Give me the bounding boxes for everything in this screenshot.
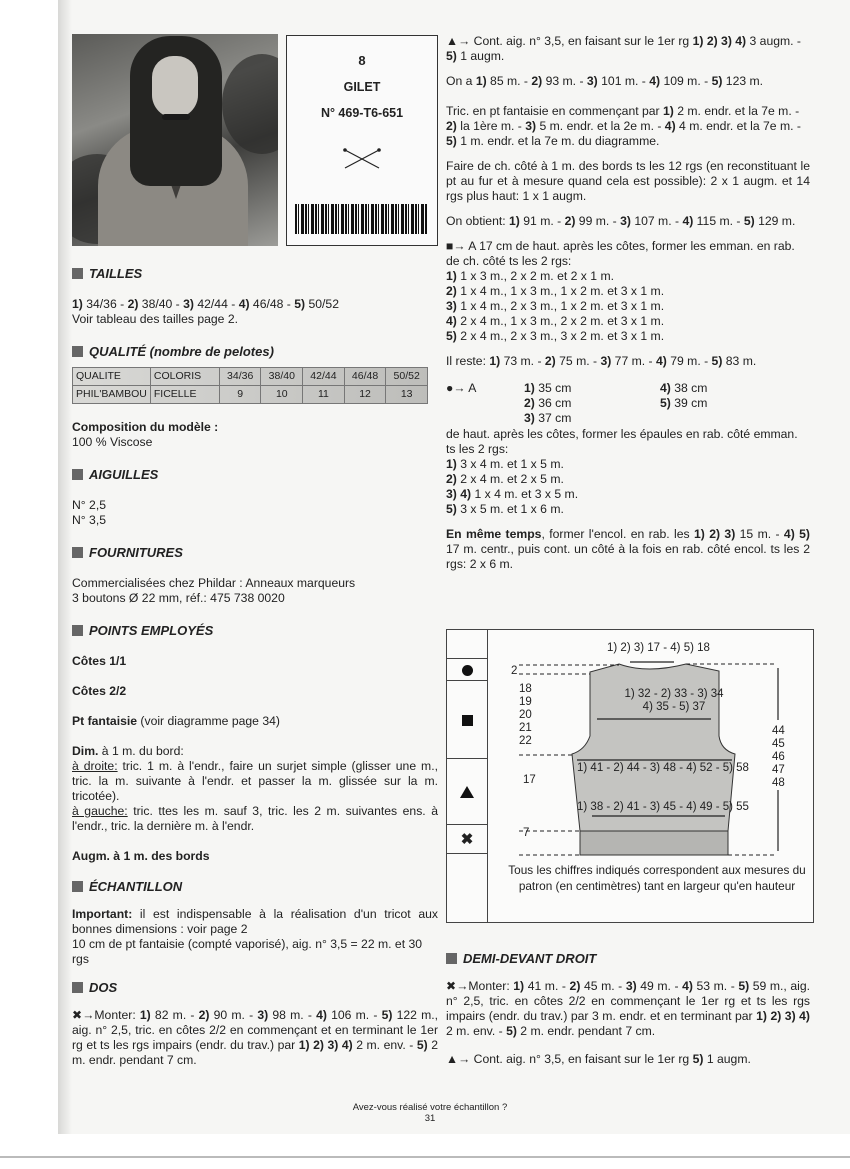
section-heading-aiguilles: AIGUILLES bbox=[72, 467, 438, 482]
text-segment: 2 m. env. - bbox=[352, 1038, 417, 1052]
table-cell: 11 bbox=[303, 386, 345, 404]
table-cell: 12 bbox=[344, 386, 386, 404]
needle-size: N° 2,5 bbox=[72, 498, 107, 512]
cross-icon: ✖ bbox=[447, 824, 487, 854]
size-marker: 5) bbox=[743, 214, 755, 228]
size-marker: 2) bbox=[198, 1008, 210, 1022]
table-cell: 50/52 bbox=[386, 368, 428, 386]
composition-value: 100 % Viscose bbox=[72, 435, 153, 449]
increase-note: Augm. à 1 m. des bords bbox=[72, 849, 210, 863]
left-column bbox=[72, 266, 438, 1068]
pattern-reference: N° 469-T6-651 bbox=[320, 106, 404, 120]
table-cell: FICELLE bbox=[150, 386, 219, 404]
text-segment: Tric. en pt fantaisie en commençant par bbox=[446, 104, 663, 118]
text-segment: 99 m. - bbox=[575, 214, 621, 228]
text-segment: 109 m. - bbox=[660, 74, 712, 88]
armhole-height-labels bbox=[519, 683, 532, 748]
list-item: 3) 42/44 - bbox=[183, 297, 239, 311]
list-item: 5) 3 x 5 m. et 1 x 6 m. bbox=[446, 502, 564, 516]
text-segment: 59 m., aig. n° 2,5, tric. en côtes 2/2 en commençant le 1er rg et ts les rgs impairs (endr. du trav.) par 3 m. endr. et en terminant par bbox=[446, 979, 811, 1023]
square-bullet-icon bbox=[72, 625, 83, 636]
neck-width-label: 1) 2) 3) 17 - 4) 5) 18 bbox=[607, 642, 710, 654]
decrease-right: à droite: tric. 1 m. à l'endr., faire un surjet simple (glisser une m., tric. la m. suivante à l'endr. et passer la m. glissée sur la m. tricotée). bbox=[72, 759, 438, 803]
section-heading-dos: DOS bbox=[72, 980, 438, 995]
armhole-list bbox=[446, 269, 810, 344]
text-segment: 85 m. - bbox=[486, 74, 532, 88]
text-segment: 75 m. - bbox=[555, 354, 601, 368]
size-marker: 5) bbox=[416, 1038, 428, 1052]
page-footer bbox=[300, 1102, 560, 1124]
height-item: 5) 39 cm bbox=[660, 396, 708, 410]
size-marker: 2) bbox=[446, 119, 457, 133]
size-marker: 1) 2) 3) bbox=[694, 527, 736, 541]
demi-devant-section bbox=[446, 951, 810, 1067]
size-marker: 5) bbox=[692, 1052, 704, 1066]
size-marker: 4) bbox=[656, 354, 667, 368]
size-marker: 2) bbox=[531, 74, 543, 88]
scan-edge bbox=[0, 1156, 850, 1158]
size-marker: 5) bbox=[738, 979, 750, 993]
text-segment: 41 m. - bbox=[524, 979, 570, 993]
page-number: 31 bbox=[424, 1113, 436, 1124]
decrease-intro: Dim. à 1 m. du bord: bbox=[72, 744, 184, 758]
text-segment: 129 m. bbox=[754, 214, 796, 228]
list-item: 1) 1 x 3 m., 2 x 2 m. et 2 x 1 m. bbox=[446, 269, 614, 283]
text-segment: 2 m. endr. pendant 7 cm. bbox=[516, 1024, 656, 1038]
size-marker: 4) bbox=[682, 979, 693, 993]
size-marker: 1) 2) 3) 4) bbox=[298, 1038, 353, 1052]
text-segment: 93 m. - bbox=[542, 74, 587, 88]
size-marker: 3) bbox=[600, 354, 612, 368]
text-segment: 3 augm. - bbox=[746, 34, 801, 48]
front-continue bbox=[446, 1052, 810, 1067]
shoulder-heights bbox=[446, 381, 810, 427]
dos-cast-on bbox=[72, 1008, 438, 1068]
text-segment: 115 m. - bbox=[693, 214, 744, 228]
remaining-stitches bbox=[446, 354, 810, 369]
dimension-label: 47 bbox=[772, 764, 785, 776]
size-marker: 1) bbox=[139, 1008, 151, 1022]
dimension-label: 18 bbox=[519, 683, 532, 695]
shoulder-drop-label: 2 bbox=[511, 665, 518, 677]
text-segment: 73 m. - bbox=[500, 354, 545, 368]
rib-height-label: 7 bbox=[523, 827, 530, 839]
size-marker: 1) 2) 3) 4) bbox=[756, 1009, 810, 1023]
size-marker: 5) bbox=[381, 1008, 393, 1022]
stitch-cotes-2-2: Côtes 2/2 bbox=[72, 684, 127, 698]
section-heading-echantillon: ÉCHANTILLON bbox=[72, 879, 438, 894]
table-cell: 46/48 bbox=[344, 368, 386, 386]
text-segment: 91 m. - bbox=[519, 214, 565, 228]
decrease-left: à gauche: tric. ttes les m. sauf 3, tric. les 2 m. suivantes ens. à l'endr., tric. la dernière m. à l'endr. bbox=[72, 804, 438, 833]
section-heading-fournitures: FOURNITURES bbox=[72, 545, 438, 560]
text-segment: ▲→ Cont. aig. n° 3,5, en faisant sur le 1er rg bbox=[446, 1052, 693, 1066]
text-segment: ▲→ Cont. aig. n° 3,5, en faisant sur le 1er rg bbox=[446, 34, 693, 48]
size-marker: 1) bbox=[475, 74, 487, 88]
square-bullet-icon bbox=[72, 346, 83, 357]
list-item: 5) 2 x 4 m., 2 x 3 m., 3 x 2 m. et 3 x 1 m. bbox=[446, 329, 665, 343]
yarn-table-row bbox=[73, 386, 428, 404]
size-marker: 1) bbox=[489, 354, 501, 368]
side-height-label: 17 bbox=[523, 774, 536, 786]
size-marker: 4) bbox=[316, 1008, 327, 1022]
text-segment: 83 m. bbox=[722, 354, 757, 368]
diagram-caption: Tous les chiffres indiqués correspondent aux mesures du patron (en centimètres) tant en largeur qu'en hauteur bbox=[508, 863, 806, 893]
dimension-label: 20 bbox=[519, 709, 532, 721]
text-segment: 98 m. - bbox=[268, 1008, 317, 1022]
text-segment: 49 m. - bbox=[636, 979, 683, 993]
size-marker: 5) bbox=[711, 74, 723, 88]
text-segment: 15 m. - bbox=[735, 527, 784, 541]
yarn-table-header bbox=[73, 368, 428, 386]
text-segment: 1 augm. bbox=[456, 49, 505, 63]
dimension-label: 19 bbox=[519, 696, 532, 708]
dos-stitch-count bbox=[446, 74, 810, 89]
dimension-label: 46 bbox=[772, 751, 785, 763]
armhole-intro: ■→ A 17 cm de haut. après les côtes, former les emman. en rab. de ch. côté ts les 2 rgs: bbox=[446, 239, 795, 268]
size-marker: 3) bbox=[257, 1008, 269, 1022]
size-marker: 2) bbox=[544, 354, 556, 368]
text-segment: 45 m. - bbox=[580, 979, 626, 993]
list-item: 3) 4) 1 x 4 m. et 3 x 5 m. bbox=[446, 487, 579, 501]
section-heading-points: POINTS EMPLOYÉS bbox=[72, 623, 438, 638]
text-segment: 2 m. endr. pendant 7 cm. bbox=[72, 1038, 438, 1067]
shoulder-marker: ●→ A bbox=[446, 381, 477, 395]
stitch-fantaisie: Pt fantaisie (voir diagramme page 34) bbox=[72, 714, 280, 728]
dos-pattern-start bbox=[446, 104, 810, 149]
size-marker: 3) bbox=[620, 214, 631, 228]
table-cell: 34/36 bbox=[219, 368, 261, 386]
square-bullet-icon bbox=[72, 881, 83, 892]
text-segment: 90 m. - bbox=[209, 1008, 258, 1022]
model-photo bbox=[72, 34, 278, 246]
size-marker: 3) bbox=[525, 119, 537, 133]
size-marker: 3) bbox=[625, 979, 637, 993]
text-segment: 4 m. endr. et la 7e m. - bbox=[675, 119, 801, 133]
size-marker: En même temps bbox=[446, 527, 542, 541]
text-segment: , former l'encol. en rab. les bbox=[541, 527, 694, 541]
yarn-table bbox=[72, 367, 428, 404]
footer-question: Avez-vous réalisé votre échantillon ? bbox=[352, 1102, 508, 1113]
gauge-important: Important: il est indispensable à la réalisation d'un tricot aux bonnes dimensions : voir page 2 bbox=[72, 907, 438, 936]
square-bullet-icon bbox=[72, 547, 83, 558]
square-bullet-icon bbox=[72, 469, 83, 480]
neckline-instructions bbox=[446, 527, 810, 572]
size-marker: 4) bbox=[649, 74, 661, 88]
back-schematic bbox=[446, 629, 814, 923]
needle-size: N° 3,5 bbox=[72, 513, 107, 527]
sizes-line bbox=[72, 297, 438, 312]
garment-name: GILET bbox=[343, 80, 381, 94]
text-segment: 106 m. - bbox=[326, 1008, 382, 1022]
shoulder-width-label: 1) 32 - 2) 33 - 3) 34 4) 35 - 5) 37 bbox=[624, 688, 724, 713]
text-segment: On obtient: bbox=[446, 214, 510, 228]
bust-width-label: 1) 41 - 2) 44 - 3) 48 - 4) 52 - 5) 58 bbox=[577, 762, 749, 774]
size-marker: 1) bbox=[509, 214, 520, 228]
gauge-text: 10 cm de pt fantaisie (compté vaporisé), aig. n° 3,5 = 22 m. et 30 rgs bbox=[72, 937, 423, 966]
dos-continue bbox=[446, 34, 810, 64]
text-segment: 79 m. - bbox=[666, 354, 712, 368]
section-heading-tailles: TAILLES bbox=[72, 266, 438, 281]
barcode bbox=[295, 204, 427, 234]
list-item: 4) 46/48 - bbox=[238, 297, 295, 311]
sizes-note: Voir tableau des tailles page 2. bbox=[72, 312, 239, 326]
size-marker: 4) bbox=[682, 214, 694, 228]
list-item: 1) 34/36 - bbox=[72, 297, 128, 311]
size-marker: 2) bbox=[564, 214, 576, 228]
dos-total-stitches bbox=[446, 214, 810, 229]
text-segment: 123 m. bbox=[722, 74, 764, 88]
shoulder-list bbox=[446, 457, 810, 517]
dimension-label: 48 bbox=[772, 777, 785, 789]
model-necklace bbox=[162, 114, 190, 120]
dos-side-increases: Faire de ch. côté à 1 m. des bords ts les 12 rgs (en reconstituant le pt au fur et à mesure quand cela est possible): 2 x 1 augm. et 14 rgs plus haut: 1 x 1 augm. bbox=[446, 159, 810, 203]
square-bullet-icon bbox=[72, 268, 83, 279]
height-item: 4) 38 cm bbox=[660, 381, 708, 395]
list-item: 2) 2 x 4 m. et 2 x 5 m. bbox=[446, 472, 564, 486]
total-height-labels bbox=[772, 725, 785, 790]
text-segment: 122 m., aig. n° 2,5, tric. en côtes 2/2 en commençant et en terminant le 1er rg et ts les rgs impairs (endr. du trav.) par bbox=[72, 1008, 439, 1052]
text-segment: Il reste: bbox=[446, 354, 490, 368]
list-item: 2) 38/40 - bbox=[127, 297, 184, 311]
rib-band bbox=[580, 831, 728, 855]
list-item: 4) 2 x 4 m., 1 x 3 m., 2 x 2 m. et 3 x 1 m. bbox=[446, 314, 665, 328]
size-marker: 5) bbox=[711, 354, 723, 368]
supplies-line: 3 boutons Ø 22 mm, réf.: 475 738 0020 bbox=[72, 591, 285, 605]
crossed-needles-icon bbox=[342, 146, 382, 170]
front-cast-on bbox=[446, 979, 810, 1039]
text-segment: 1 m. endr. et la 7e m. du diagramme. bbox=[456, 134, 660, 148]
list-item: 5) 50/52 bbox=[294, 297, 339, 311]
size-marker: 1) 2) 3) 4) bbox=[692, 34, 747, 48]
height-item: 3) 37 cm bbox=[524, 411, 572, 425]
hem-width-label: 1) 38 - 2) 41 - 3) 45 - 4) 49 - 5) 55 bbox=[577, 801, 749, 813]
shoulder-intro: de haut. après les côtes, former les épaules en rab. côté emman. ts les 2 rgs: bbox=[446, 427, 798, 456]
size-marker: 1) bbox=[663, 104, 674, 118]
text-segment: 17 m. centr., puis cont. un côté à la fois en rab. côté encol. ts les 2 rgs: 2 x 6 m. bbox=[446, 542, 810, 571]
size-marker: 4) bbox=[664, 119, 676, 133]
dimension-label: 21 bbox=[519, 722, 532, 734]
text-segment: ✖→Monter: bbox=[446, 979, 514, 993]
list-item: 2) 1 x 4 m., 1 x 3 m., 1 x 2 m. et 3 x 1 m. bbox=[446, 284, 665, 298]
size-marker: 5) bbox=[446, 49, 457, 63]
text-segment: 2 m. endr. et la 7e m. - bbox=[673, 104, 800, 118]
table-cell: COLORIS bbox=[150, 368, 219, 386]
size-marker: 2) bbox=[569, 979, 581, 993]
text-segment: 5 m. endr. et la 2e m. - bbox=[536, 119, 665, 133]
text-segment: ✖→Monter: bbox=[72, 1008, 140, 1022]
dimension-label: 45 bbox=[772, 738, 785, 750]
supplies-line: Commercialisées chez Phildar : Anneaux marqueurs bbox=[72, 576, 356, 590]
table-cell: 9 bbox=[219, 386, 261, 404]
text-segment: 107 m. - bbox=[630, 214, 683, 228]
height-item: 1) 35 cm bbox=[524, 381, 572, 395]
table-cell: 42/44 bbox=[303, 368, 345, 386]
table-cell: PHIL'BAMBOU bbox=[73, 386, 151, 404]
height-item: 2) 36 cm bbox=[524, 396, 572, 410]
size-marker: 5) bbox=[446, 134, 457, 148]
text-segment: 1 augm. bbox=[703, 1052, 751, 1066]
dimension-label: 22 bbox=[519, 735, 532, 747]
size-marker: 5) bbox=[506, 1024, 517, 1038]
table-cell: 10 bbox=[261, 386, 303, 404]
list-item: 3) 1 x 4 m., 2 x 3 m., 1 x 2 m. et 3 x 1 m. bbox=[446, 299, 665, 313]
pattern-number: 8 bbox=[358, 53, 366, 68]
section-heading-demi-devant: DEMI-DEVANT DROIT bbox=[446, 951, 810, 966]
size-marker: 3) bbox=[586, 74, 598, 88]
text-segment: 82 m. - bbox=[150, 1008, 199, 1022]
table-cell: QUALITE bbox=[73, 368, 151, 386]
text-segment: 101 m. - bbox=[597, 74, 650, 88]
text-segment: 53 m. - bbox=[692, 979, 739, 993]
stitch-cotes-1-1: Côtes 1/1 bbox=[72, 654, 127, 668]
text-segment: la 1ère m. - bbox=[456, 119, 526, 133]
section-heading-qualite: QUALITÉ (nombre de pelotes) bbox=[72, 344, 438, 359]
composition-label: Composition du modèle : bbox=[72, 420, 219, 434]
table-cell: 38/40 bbox=[261, 368, 303, 386]
size-marker: 1) bbox=[513, 979, 525, 993]
table-cell: 13 bbox=[386, 386, 428, 404]
page-gutter-shadow bbox=[58, 0, 72, 1134]
text-segment: 77 m. - bbox=[611, 354, 656, 368]
square-bullet-icon bbox=[446, 953, 457, 964]
size-marker: 4) 5) bbox=[783, 527, 810, 541]
right-column bbox=[446, 34, 810, 572]
pattern-id-box bbox=[286, 35, 438, 246]
square-bullet-icon bbox=[72, 982, 83, 993]
text-segment: 2 m. env. - bbox=[446, 1024, 507, 1038]
text-segment: On a bbox=[446, 74, 476, 88]
dimension-label: 44 bbox=[772, 725, 785, 737]
list-item: 1) 3 x 4 m. et 1 x 5 m. bbox=[446, 457, 564, 471]
